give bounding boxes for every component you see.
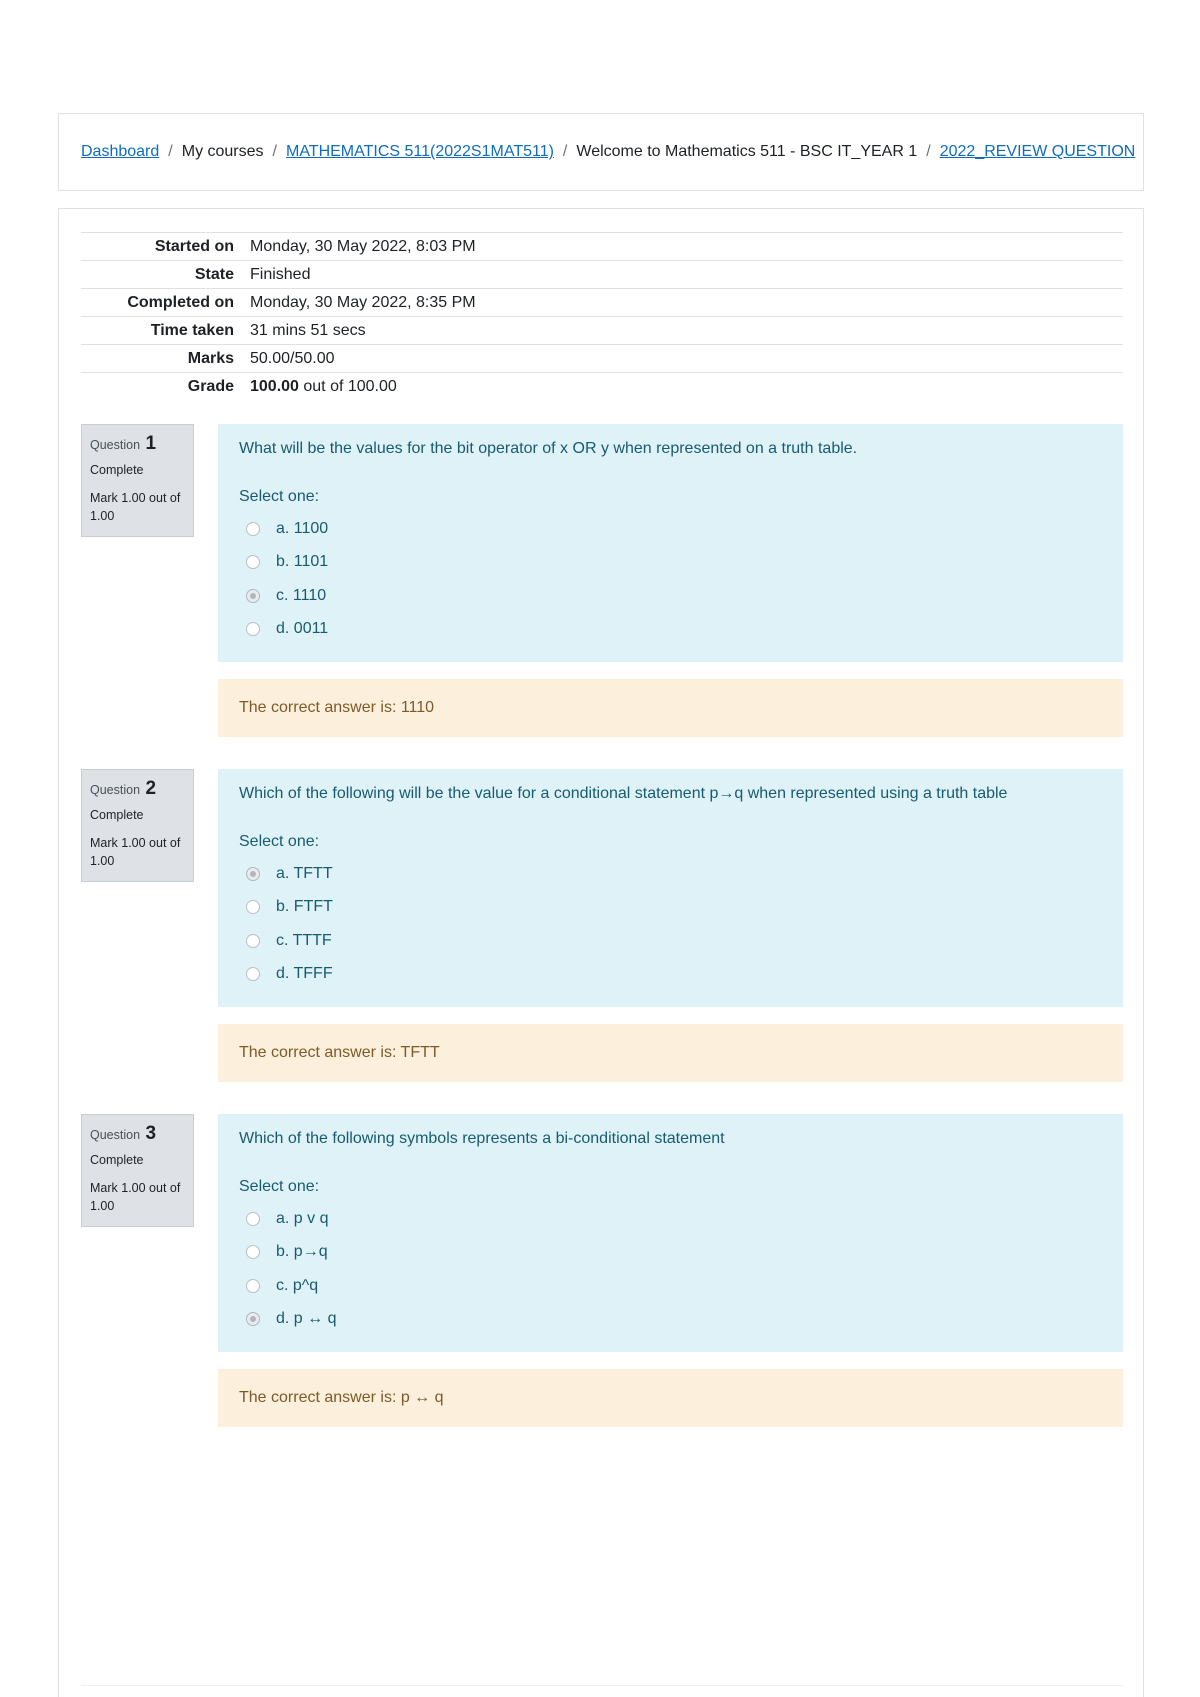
breadcrumb <box>58 113 1144 191</box>
answer-option[interactable] <box>246 613 1102 647</box>
summary-value: Monday, 30 May 2022, 8:03 PM <box>250 237 476 255</box>
answer-label: b. 1101 <box>276 553 329 571</box>
question-number <box>90 778 185 800</box>
summary-label: Time taken <box>150 321 234 339</box>
answer-options <box>239 857 1102 991</box>
question-state: Complete <box>90 463 144 477</box>
question-content <box>218 424 1123 662</box>
divider <box>81 1685 1123 1686</box>
summary-label: Grade <box>187 378 234 395</box>
answer-options <box>239 512 1102 646</box>
answer-label: d. TFFF <box>276 965 333 983</box>
radio-button-checked[interactable] <box>246 1312 260 1326</box>
radio-button-checked[interactable] <box>246 589 260 603</box>
question-mark: Mark 1.00 out of 1.00 <box>90 836 181 869</box>
answer-option[interactable] <box>246 546 1102 580</box>
question-number <box>90 1123 185 1145</box>
answer-option[interactable] <box>246 958 1102 992</box>
breadcrumb-separator: / <box>168 143 173 160</box>
summary-row-completed-on <box>81 289 1123 317</box>
answer-option[interactable] <box>246 924 1102 958</box>
radio-button[interactable] <box>246 900 260 914</box>
question-mark: Mark 1.00 out of 1.00 <box>90 1181 181 1214</box>
radio-button[interactable] <box>246 1212 260 1226</box>
answer-label: b. FTFT <box>276 898 333 916</box>
radio-button[interactable] <box>246 967 260 981</box>
question-text: Which of the following symbols represents a bi-conditional statement <box>239 1130 725 1147</box>
answer-label: c. TTTF <box>276 931 332 949</box>
answer-label: d. 0011 <box>276 620 329 638</box>
question-word: Question <box>90 1128 141 1142</box>
question-text: What will be the values for the bit operator of x OR y when represented on a truth table. <box>239 440 858 457</box>
summary-value: Finished <box>250 265 311 283</box>
summary-label: Started on <box>154 237 234 255</box>
answer-label: c. 1110 <box>276 586 327 604</box>
answer-option[interactable] <box>246 891 1102 925</box>
answer-label: a. TFTT <box>276 864 333 882</box>
breadcrumb-my-courses: My courses <box>181 143 264 160</box>
summary-row-state <box>81 261 1123 289</box>
radio-button[interactable] <box>246 1279 260 1293</box>
summary-row-marks <box>81 345 1123 373</box>
summary-label: Marks <box>187 349 234 367</box>
correct-answer-feedback: The correct answer is: 1110 <box>218 679 1123 737</box>
answer-option[interactable] <box>246 1202 1102 1236</box>
breadcrumb-separator: / <box>272 143 277 160</box>
radio-button[interactable] <box>246 622 260 636</box>
question-info <box>81 769 194 882</box>
answer-option[interactable] <box>246 512 1102 546</box>
attempt-summary-table <box>81 232 1123 401</box>
answer-label: a. 1100 <box>276 519 329 537</box>
question-word: Question <box>90 783 141 797</box>
correct-answer-feedback: The correct answer is: p ↔ q <box>218 1369 1123 1427</box>
summary-value <box>234 378 397 396</box>
breadcrumb-separator: / <box>562 143 568 160</box>
radio-button[interactable] <box>246 522 260 536</box>
quiz-review-card <box>58 208 1144 1697</box>
question-info <box>81 1114 194 1227</box>
answer-option[interactable] <box>246 1303 1102 1337</box>
radio-button-checked[interactable] <box>246 867 260 881</box>
summary-label: State <box>194 265 234 283</box>
radio-button[interactable] <box>246 934 260 948</box>
summary-label: Completed on <box>127 293 234 311</box>
select-one-prompt: Select one: <box>239 833 320 850</box>
correct-answer-feedback: The correct answer is: TFTT <box>218 1024 1123 1082</box>
answer-option[interactable] <box>246 857 1102 891</box>
answer-label: a. p v q <box>276 1209 329 1227</box>
question-number <box>90 433 185 455</box>
summary-row-grade <box>81 373 1123 401</box>
question-mark: Mark 1.00 out of 1.00 <box>90 491 181 524</box>
answer-label: d. p ↔ q <box>276 1310 337 1328</box>
question-info <box>81 424 194 537</box>
question-number-value: 3 <box>145 1123 157 1144</box>
breadcrumb-quiz-link[interactable]: 2022_REVIEW QUESTION <box>939 143 1136 160</box>
answer-label: c. p^q <box>276 1276 319 1294</box>
summary-row-started-on <box>81 233 1123 261</box>
summary-value: Monday, 30 May 2022, 8:35 PM <box>250 293 476 311</box>
breadcrumb-separator: / <box>926 143 931 160</box>
question-content <box>218 769 1123 1007</box>
question-state: Complete <box>90 808 144 822</box>
question-number-value: 1 <box>145 433 157 454</box>
summary-value: 31 mins 51 secs <box>250 321 366 339</box>
answer-options <box>239 1202 1102 1336</box>
question-text: Which of the following will be the value for a conditional statement p→q when represented using a truth table <box>239 785 1008 802</box>
answer-option[interactable] <box>246 1269 1102 1303</box>
answer-option[interactable] <box>246 579 1102 613</box>
grade-score: 100.00 <box>250 378 299 395</box>
question-state: Complete <box>90 1153 144 1167</box>
question-word: Question <box>90 438 141 452</box>
answer-option[interactable] <box>246 1236 1102 1270</box>
summary-row-time-taken <box>81 317 1123 345</box>
question-number-value: 2 <box>145 778 157 799</box>
breadcrumb-course-link[interactable]: MATHEMATICS 511(2022S1MAT511) <box>285 143 554 160</box>
answer-label: b. p→q <box>276 1243 328 1261</box>
radio-button[interactable] <box>246 555 260 569</box>
breadcrumb-dashboard-link[interactable]: Dashboard <box>81 143 160 160</box>
grade-out-of: out of 100.00 <box>298 378 397 395</box>
question-content <box>218 1114 1123 1352</box>
radio-button[interactable] <box>246 1245 260 1259</box>
select-one-prompt: Select one: <box>239 1178 320 1195</box>
select-one-prompt: Select one: <box>239 488 320 505</box>
breadcrumb-section: Welcome to Mathematics 511 - BSC IT_YEAR 1 <box>576 143 918 160</box>
summary-value: 50.00/50.00 <box>250 349 335 367</box>
